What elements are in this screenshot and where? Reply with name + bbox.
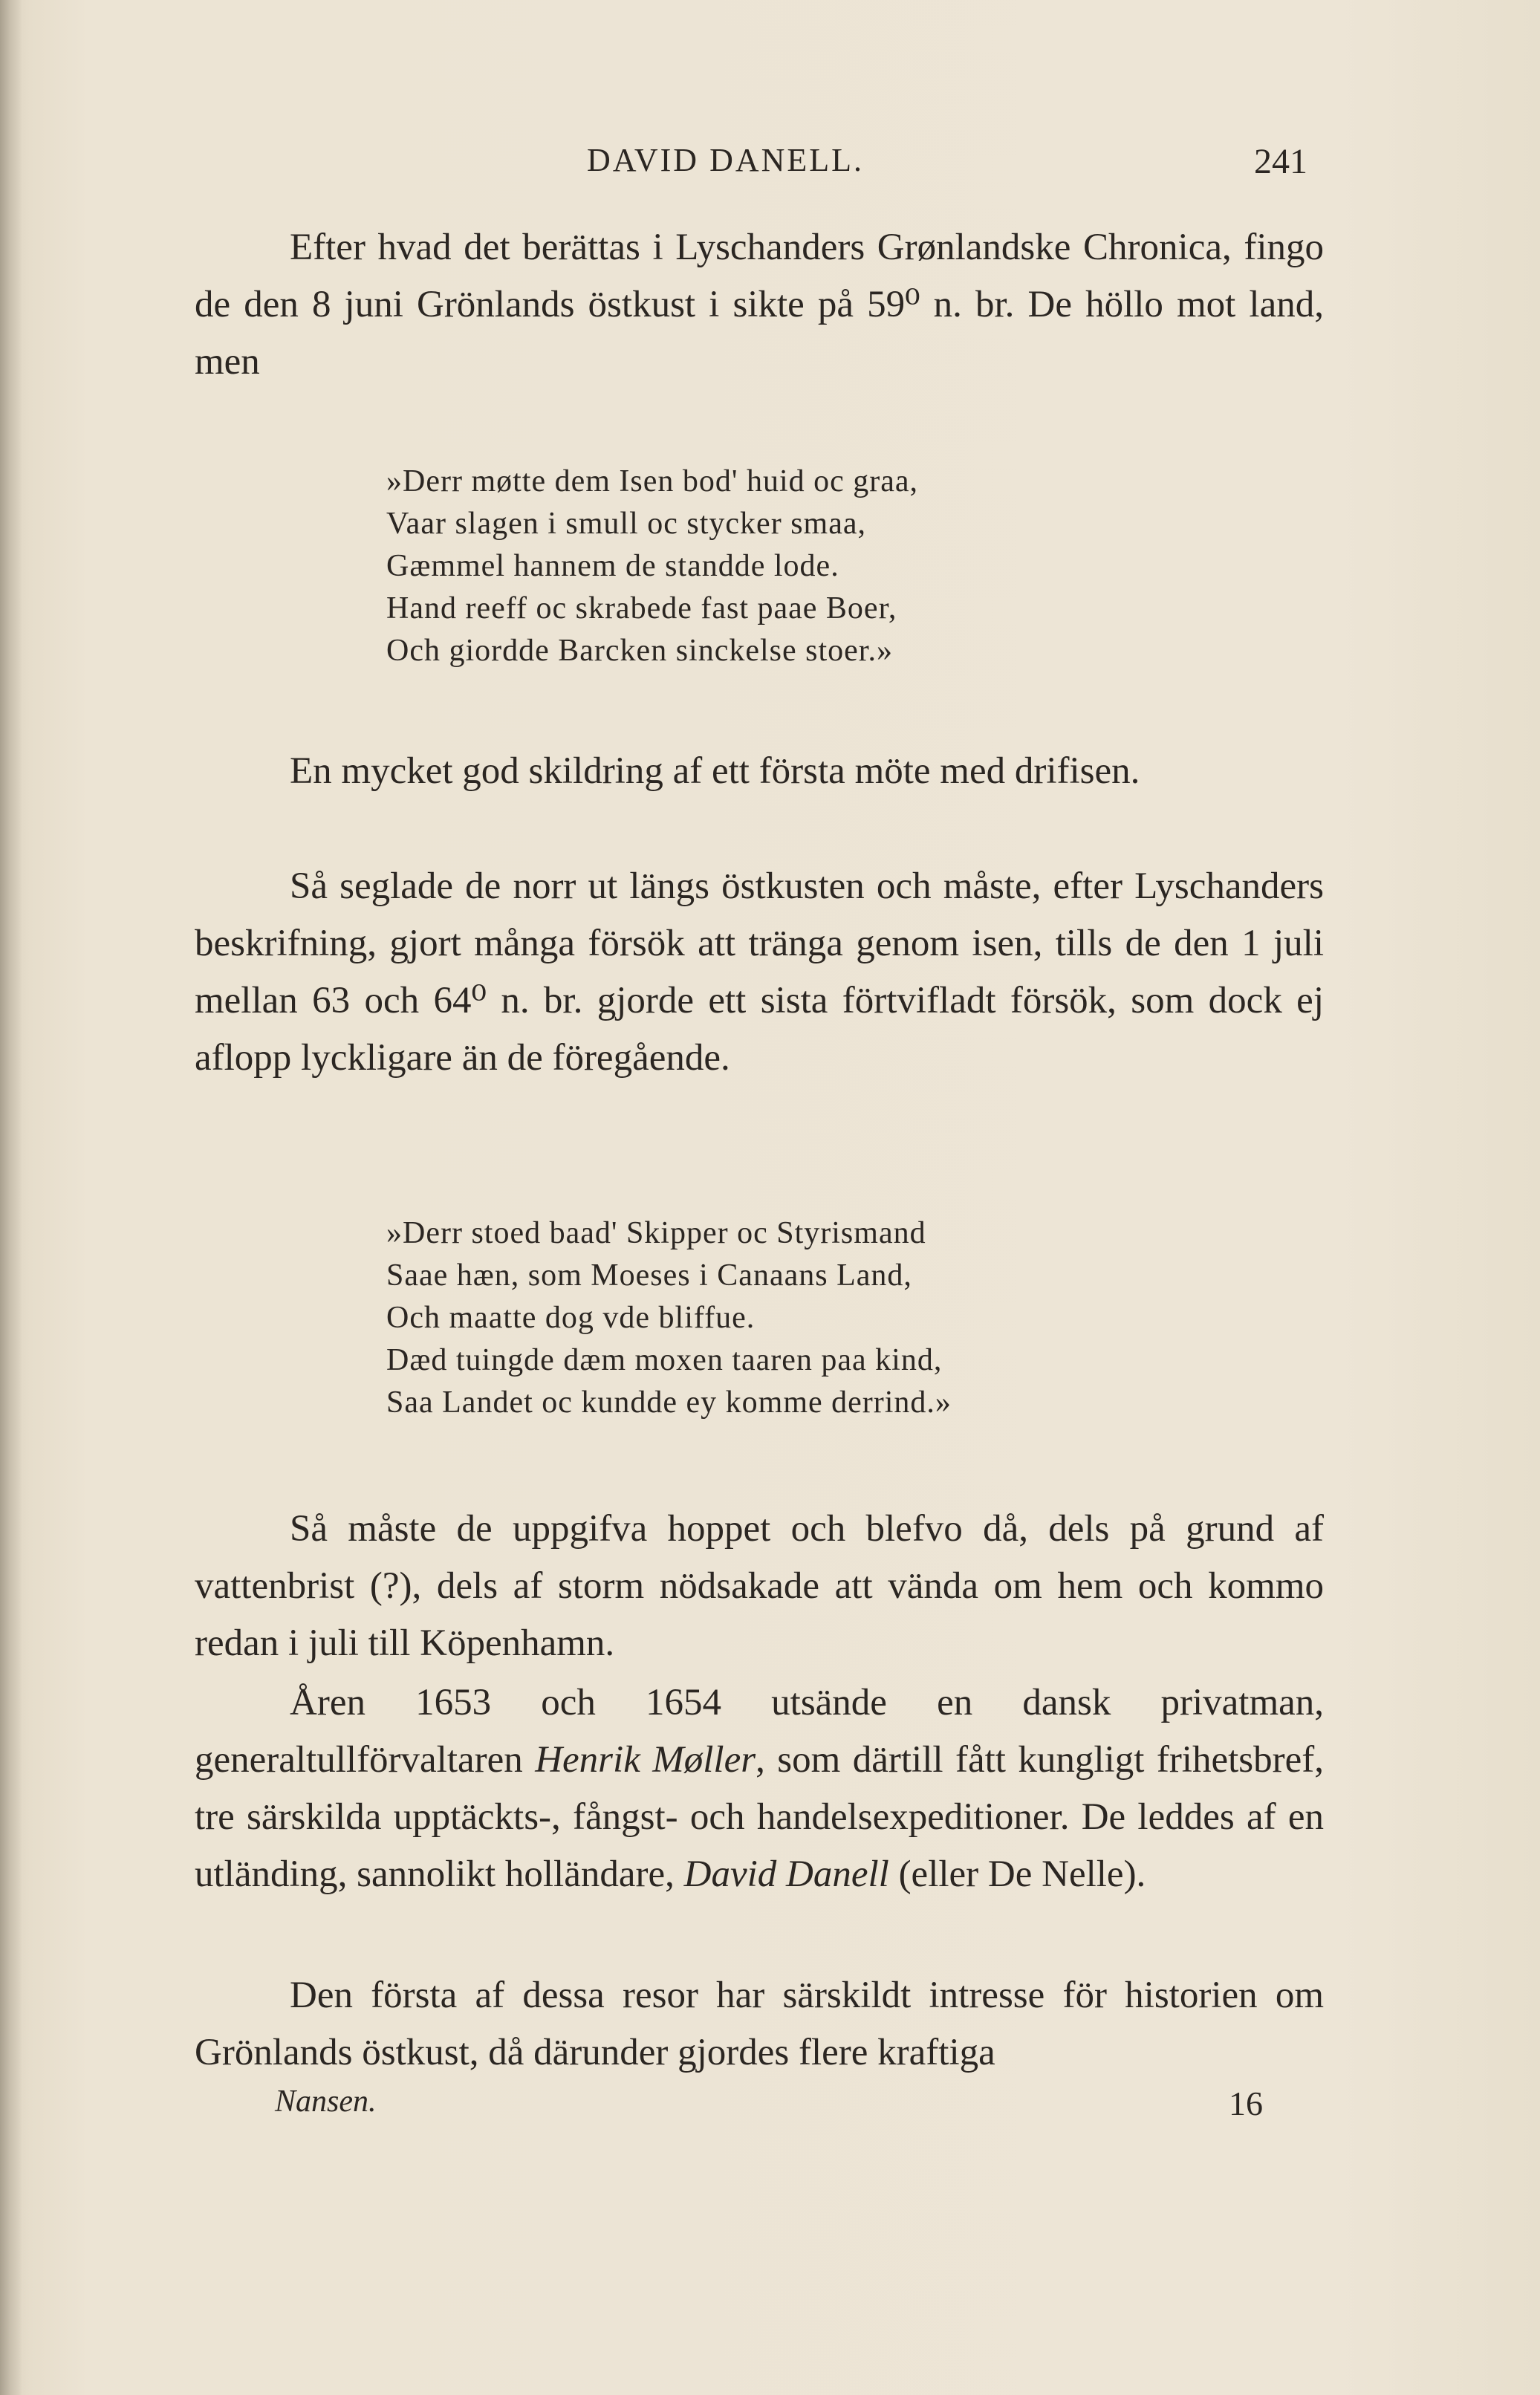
page-footer: [275, 2084, 1263, 2128]
paragraph-5-block: [195, 1674, 1324, 1903]
paragraph-5-part: Åren 1653 och 1654 utsände en dansk privatman, generaltullförvaltaren: [195, 1682, 1324, 1781]
binding-shadow: [0, 0, 22, 2395]
verse-1-line: Gæmmel hannem de standde lode.: [386, 549, 839, 583]
paragraph-4-block: [195, 1501, 1324, 1672]
verse-2-line: »Derr stoed baad' Skipper oc Styrismand: [386, 1216, 926, 1250]
verse-2: [386, 1212, 1278, 1424]
paragraph-1-block: [195, 219, 1324, 391]
verse-1-line: Vaar slagen i smull oc stycker smaa,: [386, 507, 866, 541]
paragraph-6: Den första af dessa resor har särskildt intresse för historien om Grönlands östkust, då därunder gjordes flere kraftiga: [195, 1975, 1324, 2073]
paragraph-2-block: [195, 743, 1324, 800]
verse-2-line: Och maatte dog vde bliffue.: [386, 1301, 756, 1335]
paragraph-5-part: , som därtill fått kungligt frihetsbref, tre särskilda upptäckts-, fångst- och handelsexpeditioner. De leddes af en utländing, sannolikt holländare,: [195, 1739, 1324, 1895]
page-number: 241: [1254, 142, 1307, 181]
verse-1: [386, 461, 1278, 672]
paragraph-2: En mycket god skildring af ett första möte med drifisen.: [290, 750, 1140, 792]
paragraph-3-block: [195, 858, 1324, 1087]
sheet-number: 16: [1229, 2084, 1263, 2122]
paragraph-1: Efter hvad det berättas i Lyschanders Grønlandske Chronica, fingo de den 8 juni Grönlands östkust i sikte på 59⁰ n. br. De höllo mot land, men: [195, 227, 1324, 383]
person-name-david-danell: David Danell: [683, 1853, 889, 1895]
running-title: DAVID DANELL.: [587, 142, 865, 178]
verse-1-line: Hand reeff oc skrabede fast paae Boer,: [386, 591, 897, 625]
verse-2-line: Saae hæn, som Moeses i Canaans Land,: [386, 1258, 912, 1293]
verse-1-line: Och giordde Barcken sinckelse stoer.»: [386, 634, 893, 668]
verse-2-line: Saa Landet oc kundde ey komme derrind.»: [386, 1385, 952, 1420]
paragraph-4: Så måste de uppgifva hoppet och blefvo då, dels på grund af vattenbrist (?), dels af storm nödsakade att vända om hem och kommo redan i juli till Köpenhamn.: [195, 1508, 1324, 1664]
sheet-signature: Nansen.: [275, 2084, 377, 2119]
paragraph-3: Så seglade de norr ut längs östkusten och måste, efter Lyschanders beskrifning, gjort många försök att tränga genom isen, tills de den 1 juli mellan 63 och 64⁰ n. br. gjorde ett sista förtvifladt försök, som dock ej aflopp lyckligare än de föregående.: [195, 865, 1324, 1079]
paragraph-6-block: [195, 1967, 1324, 2082]
paragraph-5-part: (eller De Nelle).: [888, 1853, 1146, 1895]
running-head: [193, 141, 1307, 193]
verse-1-line: »Derr møtte dem Isen bod' huid oc graa,: [386, 464, 919, 498]
verse-2-line: Dæd tuingde dæm moxen taaren paa kind,: [386, 1343, 943, 1377]
person-name-henrik-moller: Henrik Møller: [535, 1739, 756, 1781]
paragraph-5: [195, 1674, 1324, 1903]
